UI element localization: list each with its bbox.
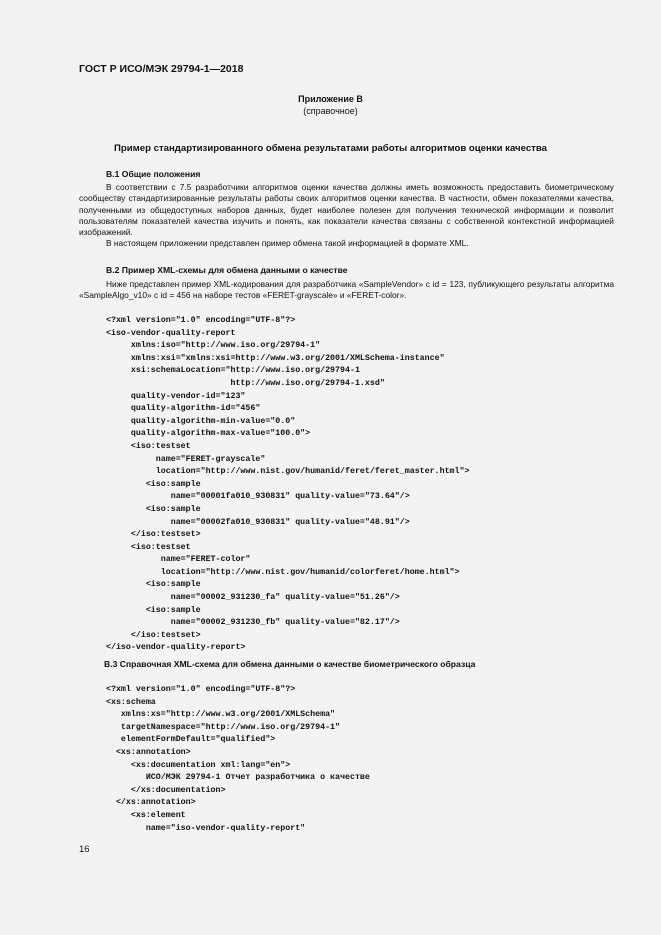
section-b2-paragraph-1: Ниже представлен пример XML-кодирования для разработчика «SampleVendor» с id = 123, публикующего результаты алгоритма «SampleAlgo_v10» с id = 456 на наборе тестов «FERET-grayscale» и «FERET-color». bbox=[79, 279, 614, 301]
appendix-title: Приложение В bbox=[298, 94, 363, 104]
section-b1-paragraph-2: В настоящем приложении представлен пример обмена такой информацией в формате XML. bbox=[106, 238, 469, 249]
page-number: 16 bbox=[79, 844, 90, 855]
section-b1-body bbox=[79, 182, 614, 250]
section-b3-title: В.3 Справочная XML-схема для обмена данными о качестве биометрического образца bbox=[104, 659, 476, 669]
section-b2-title: В.2 Пример XML-схемы для обмена данными о качестве bbox=[106, 265, 348, 275]
appendix-subtitle: (справочное) bbox=[303, 106, 358, 116]
section-b1-paragraph-1: В соответствии с 7.5 разработчики алгоритмов оценки качества должны иметь возможность предоставить биометрическому сообществу стандартизированные результаты работы своих алгоритмов оценки качества. В частности, обмен показателями качества, полученными из общедоступных наборов данных, будет наиболее полезен для получения технической информации и позволит пользователям показателей качества изучить и понять, как показатели качества связаны с собственной контекстной информацией изображений. bbox=[79, 182, 614, 238]
section-b1-title: В.1 Общие положения bbox=[106, 169, 201, 179]
xml-schema-code: <?xml version="1.0" encoding="UTF-8"?> <xs:schema xmlns:xs="http://www.w3.org/2001/XMLSchema" targetNamespace="http://www.iso.org/29794-1" elementFormDefault="qualified"> <xs:annotation> <xs:documentation xml:lang="en"> ИСО/МЭК 29794-1 Отчет разработчика о качестве </xs:documentation> </xs:annotation> <xs:element name="iso-vendor-quality-report" bbox=[106, 685, 370, 833]
section-b2-body bbox=[79, 279, 614, 302]
appendix-heading: Пример стандартизированного обмена результатами работы алгоритмов оценки качества bbox=[114, 143, 547, 154]
document-header: ГОСТ Р ИСО/МЭК 29794-1—2018 bbox=[79, 63, 244, 75]
xml-example-code: <?xml version="1.0" encoding="UTF-8"?> <iso-vendor-quality-report xmlns:iso="http://www.iso.org/29794-1" xmlns:xsi="xmlns:xsi=http://www.w3.org/2001/XMLSchema-instance" xsi:schemaLocation="http://www.iso.org/29794-1 http://www.iso.org/29794-1.xsd" quality-vendor-id="123" quality-algorithm-id="456" quality-algorithm-min-value="0.0" quality-algorithm-max-value="100.0"> <iso:testset name="FERET-grayscale" location="http://www.nist.gov/humanid/feret/feret_master.html"> <iso:sample name="00001fa010_930831" quality-value="73.64"/> <iso:sample name="00002fa010_930831" quality-value="48.91"/> </iso:testset> <iso:testset name="FERET-color" location="http://www.nist.gov/humanid/colorferet/home.html"> <iso:sample name="00002_931230_fa" quality-value="51.26"/> <iso:sample name="00002_931230_fb" quality-value="82.17"/> </iso:testset> </iso-vendor-quality-report> bbox=[106, 316, 470, 653]
